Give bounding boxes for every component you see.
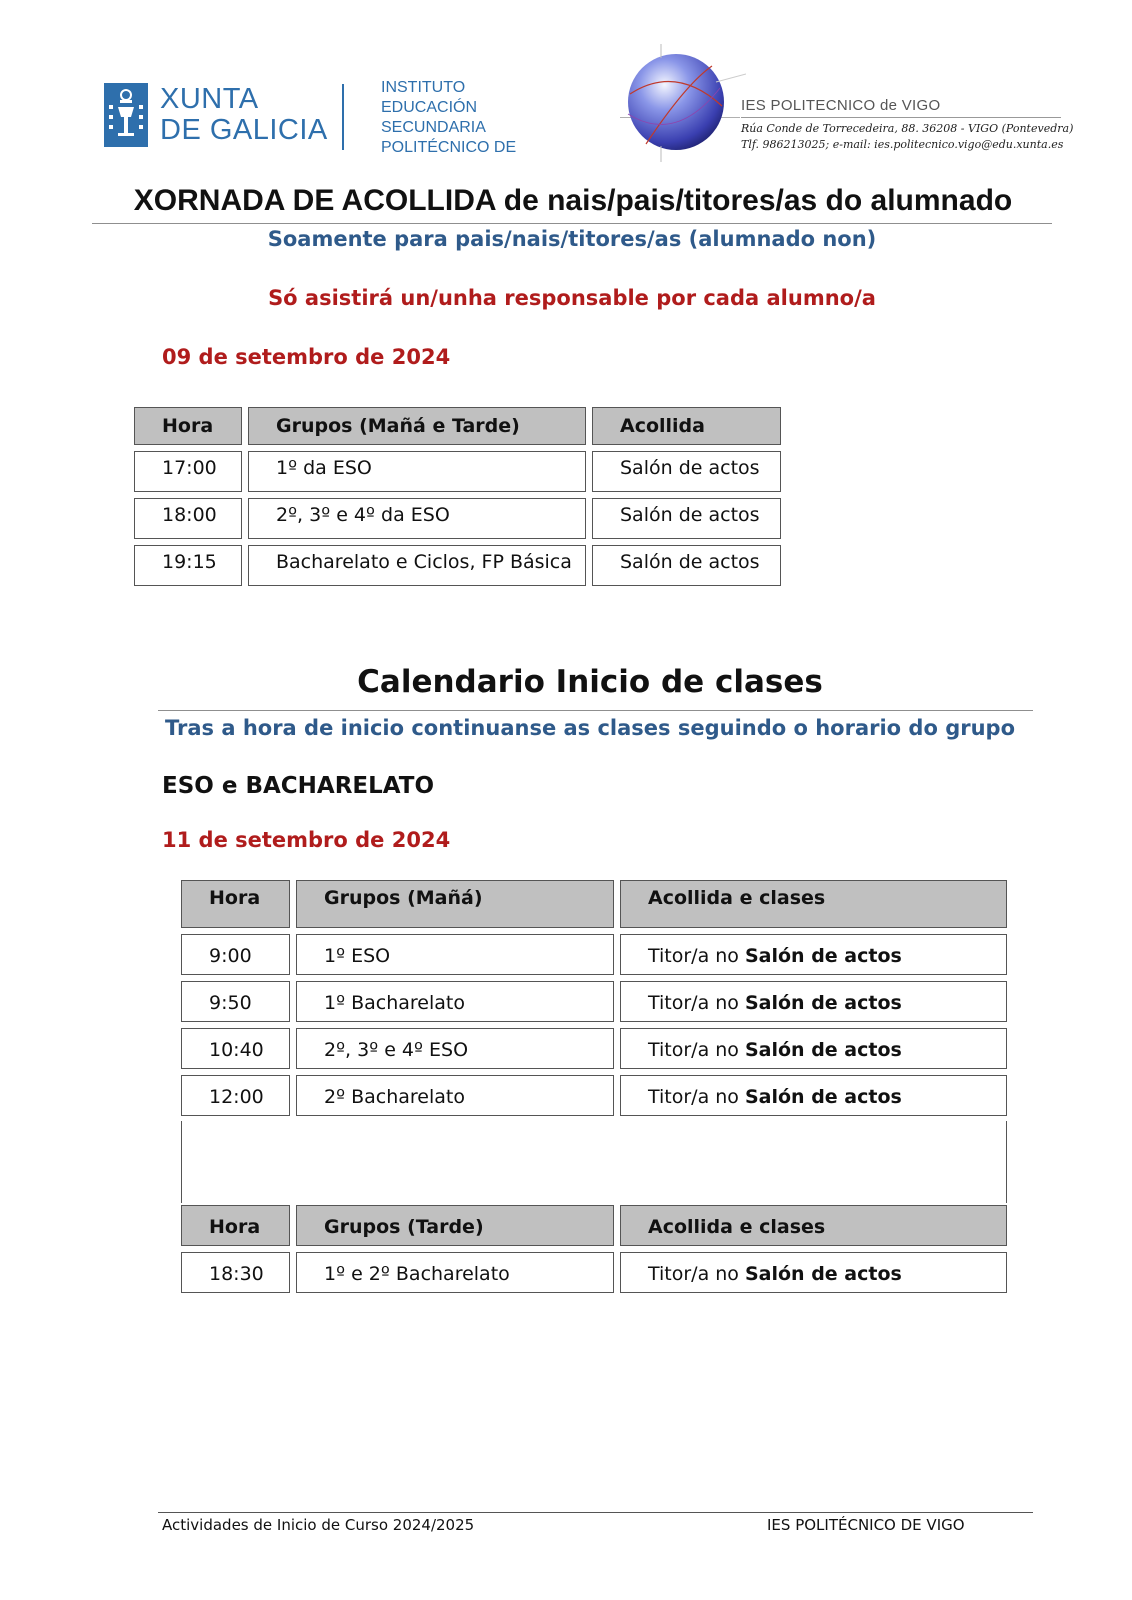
institute-line: SECUNDARIA (381, 119, 486, 136)
institute-label (381, 78, 516, 158)
table-header-cell: Hora (134, 407, 242, 445)
school-address-block (741, 121, 1073, 153)
welcome-notice: Só asistirá un/unha responsable por cada alumno/a (268, 286, 876, 310)
school-name-rule (741, 117, 1061, 118)
table-header-cell: Grupos (Tarde) (296, 1205, 614, 1246)
table-cell-acollida (620, 981, 1007, 1022)
title-rule (92, 223, 1052, 224)
table-cell-group: 1º da ESO (248, 451, 586, 492)
school-globe-logo (616, 44, 746, 164)
table-cell-group: 1º Bacharelato (296, 981, 614, 1022)
acollida-prefix: Titor/a no (648, 992, 745, 1014)
table-cell-group: 2º Bacharelato (296, 1075, 614, 1116)
table-spacer-band (181, 1121, 1007, 1203)
table-cell-time: 10:40 (181, 1028, 290, 1069)
calendar-date: 11 de setembro de 2024 (162, 828, 451, 852)
table-cell-group: Bacharelato e Ciclos, FP Básica (248, 545, 586, 586)
xunta-emblem-logo (104, 83, 148, 147)
table-header-cell: Hora (181, 880, 290, 928)
logo-separator (342, 84, 344, 150)
xunta-line1: XUNTA (160, 83, 259, 115)
acollida-place: Salón de actos (744, 1039, 902, 1061)
welcome-title: XORNADA DE ACOLLIDA de nais/pais/titores/as do alumnado (133, 184, 1013, 217)
institute-line: EDUCACIÓN (381, 99, 478, 116)
footer-course: Actividades de Inicio de Curso 2024/2025 (162, 1516, 475, 1534)
table-header-cell: Acollida e clases (620, 1205, 1007, 1246)
table-cell-place: Salón de actos (592, 451, 781, 492)
acollida-place: Salón de actos (744, 945, 902, 967)
school-name: IES POLITECNICO de VIGO (741, 97, 941, 114)
table-cell-group: 2º, 3º e 4º da ESO (248, 498, 586, 539)
table-header-cell: Grupos (Mañá e Tarde) (248, 407, 586, 445)
table-cell-time: 17:00 (134, 451, 242, 492)
table-cell-time: 18:30 (181, 1252, 290, 1293)
table-cell-place: Salón de actos (592, 545, 781, 586)
school-address: Rúa Conde de Torrecedeira, 88. 36208 - VIGO (Pontevedra) (741, 122, 1074, 135)
school-contact: Tlf. 986213025; e-mail: ies.politecnico.vigo@edu.xunta.es (741, 138, 1064, 151)
welcome-date: 09 de setembro de 2024 (162, 345, 451, 369)
acollida-prefix: Titor/a no (648, 945, 745, 967)
table-cell-time: 12:00 (181, 1075, 290, 1116)
table-cell-acollida (620, 1252, 1007, 1293)
table-cell-time: 19:15 (134, 545, 242, 586)
acollida-place: Salón de actos (744, 1263, 902, 1285)
footer-school: IES POLITÉCNICO DE VIGO (767, 1516, 965, 1534)
table-header-cell: Hora (181, 1205, 290, 1246)
table-cell-acollida (620, 934, 1007, 975)
acollida-prefix: Titor/a no (648, 1086, 745, 1108)
table-header-cell: Grupos (Mañá) (296, 880, 614, 928)
table-cell-group: 1º ESO (296, 934, 614, 975)
footer-rule (158, 1512, 1033, 1513)
acollida-prefix: Titor/a no (648, 1039, 745, 1061)
acollida-place: Salón de actos (744, 992, 902, 1014)
xunta-de-galicia-wordmark (160, 84, 328, 146)
institute-line: POLITÉCNICO DE (381, 139, 517, 156)
xunta-line2: DE GALICIA (160, 114, 328, 146)
table-cell-time: 9:00 (181, 934, 290, 975)
acollida-place: Salón de actos (744, 1086, 902, 1108)
institute-line: INSTITUTO (381, 79, 466, 96)
calendar-title: Calendario Inicio de clases (357, 664, 823, 700)
table-cell-acollida (620, 1028, 1007, 1069)
table-header-cell: Acollida e clases (620, 880, 1007, 928)
welcome-subtitle: Soamente para pais/nais/titores/as (alumnado non) (267, 227, 877, 251)
table-header-cell: Acollida (592, 407, 781, 445)
table-cell-time: 9:50 (181, 981, 290, 1022)
section-heading: ESO e BACHARELATO (162, 773, 435, 799)
acollida-prefix: Titor/a no (648, 1263, 745, 1285)
table-cell-acollida (620, 1075, 1007, 1116)
table-cell-group: 1º e 2º Bacharelato (296, 1252, 614, 1293)
calendar-rule (158, 710, 1033, 711)
table-cell-time: 18:00 (134, 498, 242, 539)
table-cell-place: Salón de actos (592, 498, 781, 539)
table-cell-group: 2º, 3º e 4º ESO (296, 1028, 614, 1069)
calendar-subtitle: Tras a hora de inicio continuanse as clases seguindo o horario do grupo (164, 716, 1015, 740)
